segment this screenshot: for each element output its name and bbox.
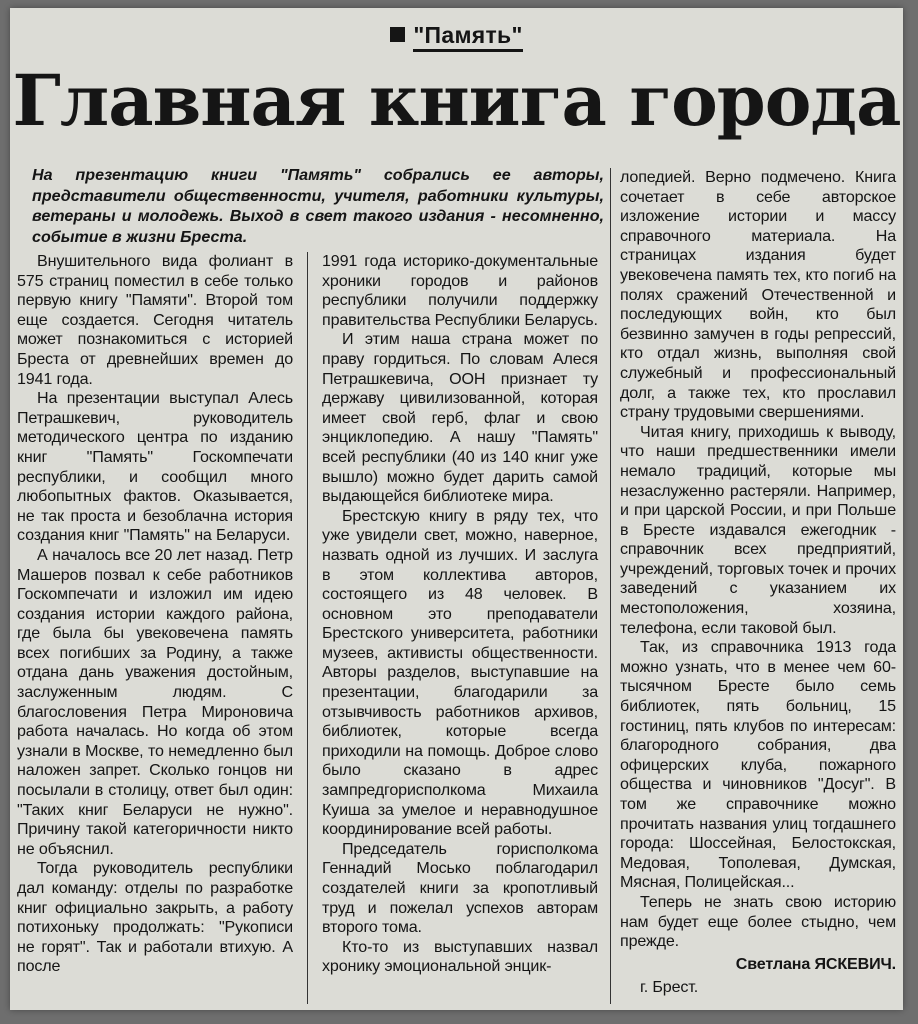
column-1 — [17, 252, 293, 977]
paragraph: лопедией. Верно подмечено. Книга сочетает в себе авторское изложение истории и массу справочного материала. На страницах издания будет увековечена память тех, кто погиб на полях сражений Отечественной и последующих войн, кто был безвинно замучен в годы репрессий, кто отдал жизнь, выполняя свой служебный и профессиональный долг, а также тех, кто прославил страну трудовыми свершениями. — [620, 168, 896, 422]
column-divider — [610, 168, 611, 1004]
paragraph: Тогда руководитель республики дал команду: отделы по разработке книг официально закрыть, а работу потихоньку продолжать: "Рукописи не горят". Так и работали втихую. А после — [17, 859, 293, 976]
author-city: г. Брест. — [640, 978, 699, 997]
rubric-title: "Память" — [413, 22, 522, 52]
paragraph: Кто-то из выступавших назвал хронику эмоциональной энцик- — [322, 937, 598, 976]
article-headline: Главная книга города — [12, 59, 901, 142]
paragraph: А началось все 20 лет назад. Петр Машеров позвал к себе работников Госкомпечати и изложил им идею создания истории каждого района, где была бы увековечена память всех погибших за Родину, а также отдана дань уважения достойным, заслуженным людям. С благословения Петра Мироновича работа началась. Но когда об этом узнали в Москве, то немедленно был наложен запрет. Сколько гонцов ни посылали в столицу, ответ был один: "Таких книг Беларуси не нужно". Причину такой категоричности никто не объяснил. — [17, 545, 293, 858]
paragraph: Теперь не знать свою историю нам будет еще более стыдно, чем прежде. — [620, 892, 896, 951]
paragraph: На презентации выступал Алесь Петрашкевич, руководитель методического центра по изданию книг "Память" Госкомпечати республики, и сообщил много любопытных фактов. Оказывается, не так проста и безоблачна история создания книг "Память" на Беларуси. — [17, 389, 293, 545]
paragraph: И этим наша страна может по праву гордиться. По словам Алеся Петрашкевича, ООН признает ту державу цивилизованной, которая имеет свой герб, флаг и свою энциклопедию. А нашу "Память" всей республики (40 из 140 книг уже вышло) можно будет дарить самой выдающейся библиотеке мира. — [322, 330, 598, 506]
newspaper-page — [10, 8, 903, 1010]
paragraph: 1991 года историко-документальные хроники городов и районов республики получили поддержку правительства Республики Беларусь. — [322, 252, 598, 329]
article-lead: На презентацию книги "Память" собрались ее авторы, представители общественности, учителя, работники культуры, ветераны и молодежь. Выход в свет такого издания - несомненно, событие в жизни Бреста. — [32, 166, 604, 246]
paragraph: Брестскую книгу в ряду тех, что уже увидели свет, можно, наверное, назвать одной из лучших. И заслуга в этом коллектива авторов, состоящего из 48 человек. В основном это преподаватели Брестского университета, работники музеев, активисты общественности. Авторы разделов, выступавшие на презентации, благодарили за отзывчивость работников архивов, библиотек, которые всегда приходили на помощь. Доброе слово было сказано в адрес зампредгорисполкома Михаила Куиша за умелое и неравнодушное координирование всей работы. — [322, 506, 598, 839]
square-bullet-icon — [390, 27, 405, 42]
column-3 — [620, 168, 896, 998]
rubric — [10, 22, 903, 49]
column-2 — [322, 252, 598, 977]
author-signature: Светлана ЯСКЕВИЧ. — [735, 954, 896, 973]
paragraph: Внушительного вида фолиант в 575 страниц поместил в себе только первую книгу "Памяти". Второй том еще создается. Сегодня читатель может познакомиться с историей Бреста от древнейших времен до 1941 года. — [17, 252, 293, 388]
paragraph: Читая книгу, приходишь к выводу, что наши предшественники имели немало традиций, которые мы незаслуженно растеряли. Например, и при царской России, и при Польше в Бресте издавался ежегодник - справочник всех предприятий, учреждений, торговых точек и прочих заведений с указанием их местоположения, хозяина, телефона, если таковой был. — [620, 422, 896, 637]
paragraph: Так, из справочника 1913 года можно узнать, что в менее чем 60-тысячном Бресте было семь библиотек, пять больниц, 15 гостиниц, пять клубов по интересам: благородного собрания, два офицерских клуба, пожарного общества и чиновников "Досуг". В том же справочнике можно прочитать названия улиц тогдашнего города: Шоссейная, Белостокская, Медовая, Тополевая, Думская, Мясная, Полицейская... — [620, 638, 896, 892]
paragraph: Председатель горисполкома Геннадий Мосько поблагодарил создателей книги за кропотливый труд и пожелал успехов авторам второго тома. — [322, 839, 598, 937]
column-divider — [307, 252, 308, 1004]
